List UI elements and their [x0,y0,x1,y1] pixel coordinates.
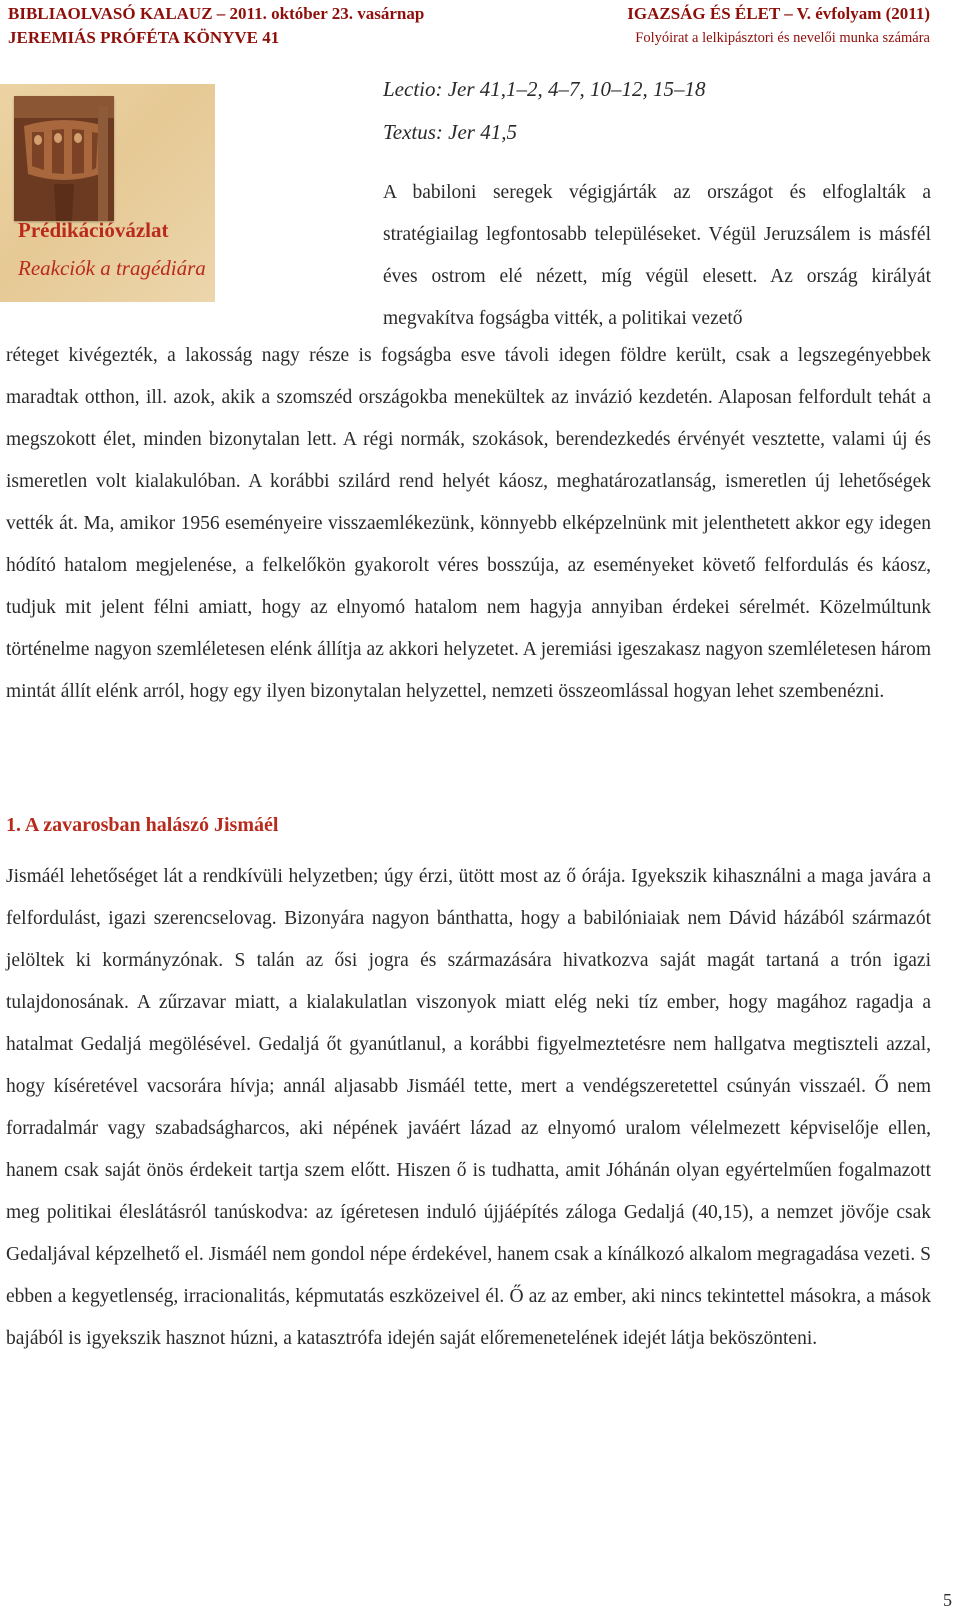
header-left [8,2,424,50]
header-journal-subtitle: Folyóirat a lelkipásztori és nevelői munka számára [635,30,930,46]
pulpit-illustration [14,96,114,221]
header-right [627,2,930,50]
intro-paragraph: A babiloni seregek végigjárták az országot és elfoglalták a stratégiailag legfontosabb településeket. Végül Jeruzsálem is másfél éves ostrom elé nézett, míg végül elesett. Az ország királyát megvakítva fogságba vitték, a politikai vezető [383,182,931,329]
lectio-reference: Lectio: Jer 41,1–2, 4–7, 10–12, 15–18 [383,77,706,101]
page-number: 5 [943,1590,952,1610]
header-book-title: JEREMIÁS PRÓFÉTA KÖNYVE 41 [8,28,280,47]
sidebar-title: Prédikációvázlat [18,218,169,242]
header-magazine-title: BIBLIAOLVASÓ KALAUZ – 2011. október 23. vasárnap [8,4,425,23]
header-journal-title: IGAZSÁG ÉS ÉLET – V. évfolyam (2011) [627,4,930,23]
section-heading: 1. A zavarosban halászó Jismáél [6,814,279,836]
sidebar-subtitle: Reakciók a tragédiára [18,256,206,280]
section-paragraph: Jismáél lehetőséget lát a rendkívüli helyzetben; úgy érzi, ütött most az ő órája. Igyekszik kihasználni a maga javára a felfordulást, igazi szerencselovag. Bizonyára nagyon bánthatta, hogy a babilóniaiak nem Dávid házából származót jelöltek ki kormányzónak. S talán az ősi jogra és származására hivatkozva saját magát tartaná a trón igazi tulajdonosának. A zűrzavar miatt, a kialakulatlan viszonyok miatt elég neki tíz ember, hogy magához ragadja a hatalmat Gedaljá megölésével. Gedaljá őt gyanútlanul, a korábbi figyelmeztetésre nem hallgatva megtiszteli azzal, hogy kíséretével vacsorára hívja; annál aljasabb Jismáél tette, mert a vendégszeretettel csúnyán visszaél. Ő nem forradalmár vagy szabadságharcos, aki népének javáért lázad az elnyomó uralom vélelmezett képviselője ellen, hanem csak saját önös érdekeit tartja szem előtt. Hiszen ő is tudhatta, amit Jóhánán olyan egyértelműen fogalmazott meg politikai éleslátásról tanúskodva: az ígéretesen induló újjáépítés záloga Gedaljá (40,15), a nemzet jövője csak Gedaljával képzelhető el. Jismáél nem gondol népe érdekével, hanem csak a kínálkozó alkalom megragadása vezeti. S ebben a kegyetlenség, irracionalitás, képmutatás eszközeivel él. Ő az az ember, aki nincs tekintettel másokra, a mások bajából is igyekszik hasznot húzni, a katasztrófa idején saját előremenetelének idejét látja beköszönteni. [6,866,931,1349]
sidebar-box [0,84,215,302]
pulpit-image [14,96,114,221]
body-paragraph: réteget kivégezték, a lakosság nagy része is fogságba esve távoli idegen földre került, csak a legszegényebbek maradtak otthon, ill. azok, akik a szomszéd országokba menekültek az invázió kezdetén. Alaposan felfordult tehát a megszokott élet, minden bizonytalan lett. A régi normák, szokások, berendezkedés érvényét vesztette, valami új és ismeretlen volt kialakulóban. A korábbi szilárd rend helyét káosz, meghatározatlanság, ismeretlen új lehetőségek vették át. Ma, amikor 1956 eseményeire visszaemlékezünk, könnyebb elképzelnünk mit jelenthetett akkor egy idegen hódító hatalom megjelenése, a felkelőkön gyakorolt véres bosszúja, az eseményeket követő felfordulás és káosz, tudjuk mit jelent félni amiatt, hogy az elnyomó hatalom nem hagyja annyiban érdekei sérelmét. Közelmúltunk történelme nagyon szemléletesen elénk állítja az akkori helyzetet. A jeremiási igeszakasz nagyon szemléletesen három mintát állít elénk arról, hogy egy ilyen bizonytalan helyzettel, nemzeti összeomlással hogyan lehet szembenézni. [6,345,931,702]
textus-reference: Textus: Jer 41,5 [383,120,517,144]
